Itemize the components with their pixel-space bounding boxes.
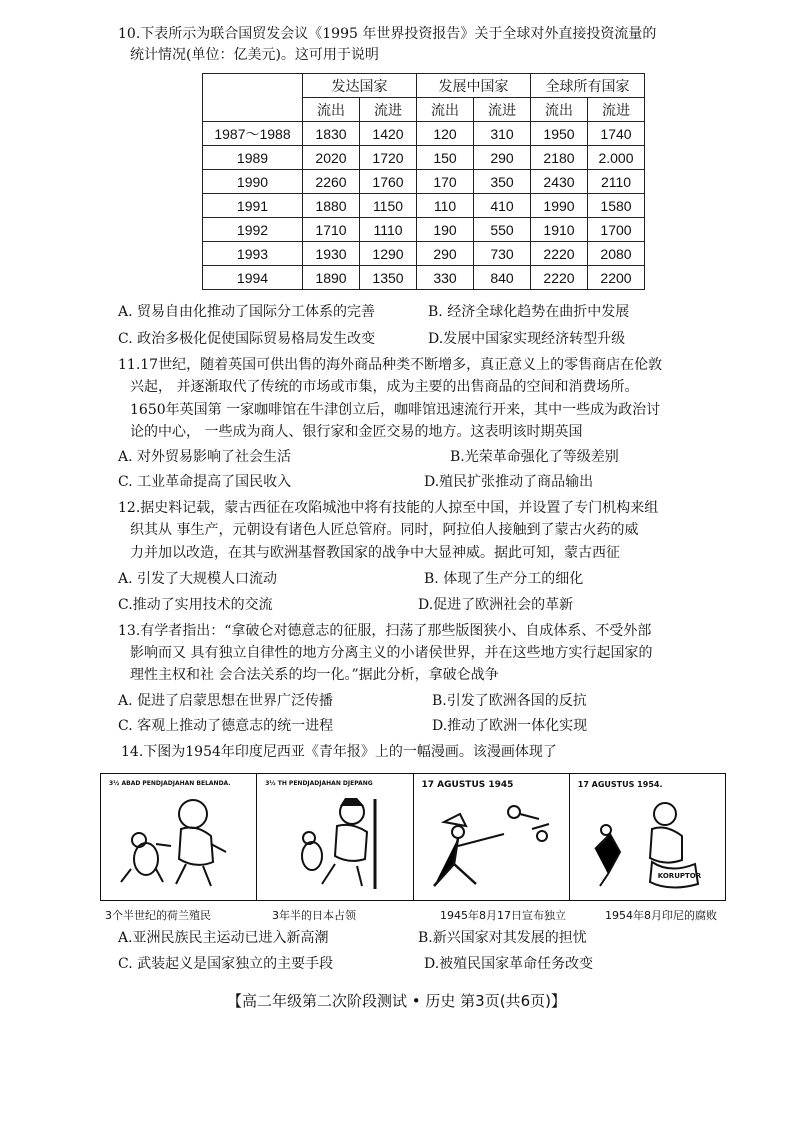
q12-option-a[interactable]: A. 引发了大规模人口流动 — [118, 571, 278, 587]
cartoon-caption-2: 3年半的日本占领 — [272, 909, 356, 922]
panel-caption-text: 17 AGUSTUS 1954. — [577, 780, 663, 789]
q13-option-d[interactable]: D.推动了欧洲一体化实现 — [432, 718, 588, 734]
q13-stem-line1: 13.有学者指出：“拿破仑对德意志的征服，扫荡了那些版图狭小、自成体系、不受外部 — [118, 623, 652, 639]
q11-stem-line3: 1650年英国第 一家咖啡馆在牛津创立后，咖啡馆迅速流行开来，其中一些成为政治讨 — [130, 402, 661, 418]
cartoon-caption-1: 3个半世纪的荷兰殖民 — [105, 909, 211, 922]
q14-option-b[interactable]: B.新兴国家对其发展的担忧 — [418, 930, 587, 946]
table-value-cell: 1700 — [588, 218, 645, 242]
table-value-cell: 550 — [474, 218, 531, 242]
table-row — [203, 218, 645, 242]
table-value-cell: 150 — [417, 146, 474, 170]
table-value-cell: 840 — [474, 266, 531, 290]
table-value-cell: 1580 — [588, 194, 645, 218]
table-row — [203, 122, 645, 146]
table-body — [203, 122, 645, 290]
table-group-header: 发达国家 — [303, 74, 417, 98]
table-value-cell: 1990 — [531, 194, 588, 218]
cartoon-panel-dutch — [101, 774, 257, 900]
q13-option-c[interactable]: C. 客观上推动了德意志的统一进程 — [118, 718, 334, 734]
q11-option-d[interactable]: D.殖民扩张推动了商品输出 — [424, 474, 594, 490]
table-value-cell: 170 — [417, 170, 474, 194]
table-year-cell: 1994 — [203, 266, 303, 290]
table-value-cell: 1890 — [303, 266, 360, 290]
q11-option-a[interactable]: A. 对外贸易影响了社会生活 — [118, 449, 292, 465]
q14-option-a[interactable]: A.亚洲民族民主运动已进入新高潮 — [118, 930, 329, 946]
table-group-header: 全球所有国家 — [531, 74, 645, 98]
table-value-cell: 1720 — [360, 146, 417, 170]
table-year-cell: 1993 — [203, 242, 303, 266]
page-footer: 【高二年级第二次阶段测试 • 历史 第3页(共6页)】 — [227, 992, 566, 1010]
investment-table — [202, 73, 645, 290]
table-subheader: 流出 — [417, 98, 474, 122]
q12-stem-line3: 力并加以改造，在其与欧洲基督教国家的战争中大显神威。据此可知，蒙古西征 — [130, 545, 620, 561]
q13-stem-line3: 理性主权和社 会合法关系的均一化。”据此分析，拿破仑战争 — [130, 667, 499, 683]
table-value-cell: 330 — [417, 266, 474, 290]
table-value-cell: 730 — [474, 242, 531, 266]
table-value-cell: 2180 — [531, 146, 588, 170]
table-value-cell: 350 — [474, 170, 531, 194]
corruption-illustration — [570, 774, 725, 900]
panel-caption-text: 3½ ABAD PENDJADJAHAN BELANDA. — [109, 780, 231, 787]
table-subheader: 流进 — [474, 98, 531, 122]
table-value-cell: 1880 — [303, 194, 360, 218]
table-value-cell: 310 — [474, 122, 531, 146]
table-value-cell: 290 — [417, 242, 474, 266]
table-subheader: 流进 — [360, 98, 417, 122]
table-value-cell: 290 — [474, 146, 531, 170]
table-value-cell: 2220 — [531, 266, 588, 290]
cartoon-caption-3: 1945年8月17日宣布独立 — [440, 909, 566, 922]
table-value-cell: 2220 — [531, 242, 588, 266]
table-row — [203, 242, 645, 266]
table-subheader: 流出 — [531, 98, 588, 122]
table-group-header: 发展中国家 — [417, 74, 531, 98]
table-row — [203, 194, 645, 218]
cartoon-panel-independence — [414, 774, 570, 900]
q14-option-c[interactable]: C. 武装起义是国家独立的主要手段 — [118, 956, 334, 972]
table-year-cell: 1987～1988 — [203, 122, 303, 146]
q10-option-a[interactable]: A. 贸易自由化推动了国际分工体系的完善 — [118, 304, 376, 320]
q12-option-c[interactable]: C.推动了实用技术的交流 — [118, 597, 273, 613]
q11-stem-line4: 论的中心， 一些成为商人、银行家和金匠交易的地方。这表明该时期英国 — [130, 424, 583, 440]
cartoon-panel-corruption — [570, 774, 725, 900]
table-subheader: 流出 — [303, 98, 360, 122]
q11-option-c[interactable]: C. 工业革命提高了国民收入 — [118, 474, 292, 490]
table-value-cell: 1150 — [360, 194, 417, 218]
q11-option-b[interactable]: B.光荣革命强化了等级差别 — [450, 449, 619, 465]
table-row — [203, 266, 645, 290]
q11-stem-line2: 兴起， 并逐渐取代了传统的市场或市集，成为主要的出售商品的空间和消费场所。 — [130, 379, 639, 395]
q13-option-a[interactable]: A. 促进了启蒙思想在世界广泛传播 — [118, 693, 334, 709]
table-value-cell: 110 — [417, 194, 474, 218]
table-value-cell: 1110 — [360, 218, 417, 242]
q13-stem-line2: 影响而又 具有独立自律性的地方分离主义的小诸侯世界，并在这些地方实行起国家的 — [130, 645, 653, 661]
table-value-cell: 1930 — [303, 242, 360, 266]
table-corner — [203, 74, 303, 122]
table-value-cell: 1830 — [303, 122, 360, 146]
q10-stem-line1: 10.下表所示为联合国贸发会议《1995 年世界投资报告》关于全球对外直接投资流量的 — [118, 26, 657, 42]
q12-option-d[interactable]: D.促进了欧洲社会的革新 — [418, 597, 574, 613]
q10-option-c[interactable]: C. 政治多极化促使国际贸易格局发生改变 — [118, 331, 376, 347]
q11-stem-line1: 11.17世纪，随着英国可供出售的海外商品种类不断增多，真正意义上的零售商店在伦敦 — [118, 357, 663, 373]
table-year-cell: 1990 — [203, 170, 303, 194]
q10-option-d[interactable]: D.发展中国家实现经济转型升级 — [428, 331, 626, 347]
q12-stem-line2: 织其从 事生产，元朝设有诸色人匠总管府。同时，阿拉伯人接触到了蒙古火药的威 — [130, 522, 639, 538]
table-value-cell: 1290 — [360, 242, 417, 266]
table-value-cell: 2020 — [303, 146, 360, 170]
table-subheader: 流进 — [588, 98, 645, 122]
table-year-cell: 1991 — [203, 194, 303, 218]
q10-option-b[interactable]: B. 经济全球化趋势在曲折中发展 — [428, 304, 630, 320]
table-value-cell: 1950 — [531, 122, 588, 146]
table-value-cell: 120 — [417, 122, 474, 146]
table-value-cell: 410 — [474, 194, 531, 218]
cartoon-panel-japanese — [257, 774, 413, 900]
q13-option-b[interactable]: B.引发了欧洲各国的反抗 — [432, 693, 587, 709]
table-value-cell: 2430 — [531, 170, 588, 194]
table-row — [203, 170, 645, 194]
table-row — [203, 146, 645, 170]
q12-stem-line1: 12.据史料记载，蒙古西征在攻陷城池中将有技能的人掠至中国，并设置了专门机构来组 — [118, 500, 659, 516]
japanese-occupier-illustration — [257, 774, 413, 900]
table-value-cell: 2080 — [588, 242, 645, 266]
table-value-cell: 1420 — [360, 122, 417, 146]
table-value-cell: 1350 — [360, 266, 417, 290]
table-year-cell: 1992 — [203, 218, 303, 242]
table-value-cell: 1710 — [303, 218, 360, 242]
table-value-cell: 1740 — [588, 122, 645, 146]
table-value-cell: 2.000 — [588, 146, 645, 170]
table-value-cell: 190 — [417, 218, 474, 242]
table-value-cell: 2260 — [303, 170, 360, 194]
panel-caption-text: 17 AGUSTUS 1945 — [421, 780, 514, 790]
dutch-colonizer-illustration — [101, 774, 257, 900]
table-value-cell: 1910 — [531, 218, 588, 242]
koruptor-label: KORUPTOR — [657, 872, 702, 880]
table-value-cell: 2200 — [588, 266, 645, 290]
independence-fighter-illustration — [414, 774, 570, 900]
q10-stem-line2: 统计情况(单位：亿美元)。这可用于说明 — [130, 47, 379, 63]
cartoon-strip — [100, 773, 726, 901]
panel-caption-text: 3½ TH PENDJADJAHAN DJEPANG — [265, 780, 373, 787]
q14-option-d[interactable]: D.被殖民国家革命任务改变 — [424, 956, 594, 972]
q14-stem: 14.下图为1954年印度尼西亚《青年报》上的一幅漫画。该漫画体现了 — [121, 744, 557, 760]
cartoon-caption-4: 1954年8月印尼的腐败 — [605, 909, 717, 922]
q12-option-b[interactable]: B. 体现了生产分工的细化 — [424, 571, 584, 587]
table-year-cell: 1989 — [203, 146, 303, 170]
table-value-cell: 2110 — [588, 170, 645, 194]
table-value-cell: 1760 — [360, 170, 417, 194]
